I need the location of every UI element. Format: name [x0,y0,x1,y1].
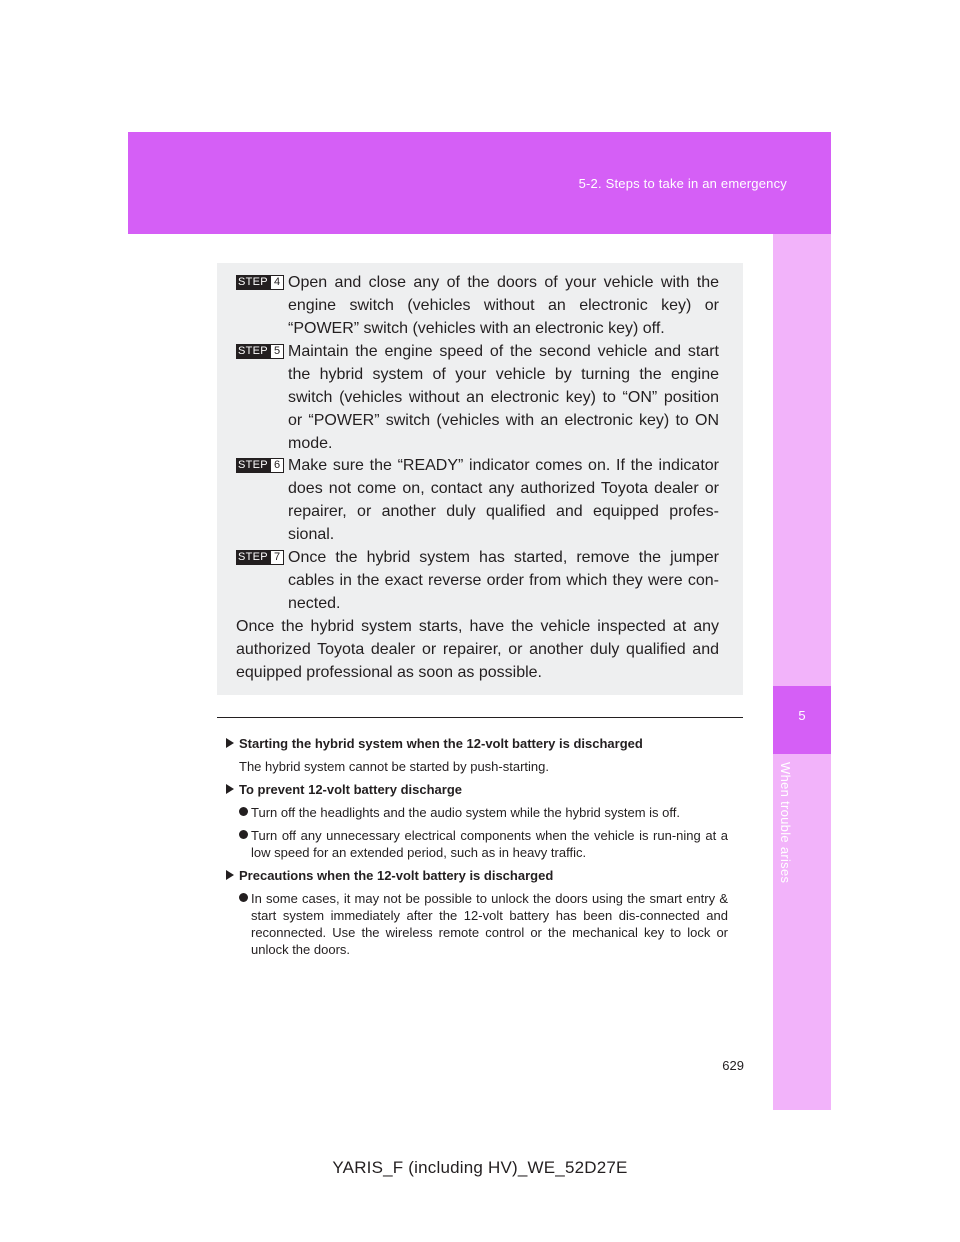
triangle-right-icon [226,870,234,880]
step-badge-number: 6 [270,458,284,473]
bullet-icon [239,893,248,902]
note-text: The hybrid system cannot be started by push-starting. [239,759,549,774]
step-4 [236,271,719,340]
note-heading [224,867,728,884]
note-heading-text: To prevent 12-volt battery discharge [239,782,462,797]
bullet-icon [239,807,248,816]
step-badge-number: 4 [270,275,284,290]
notes-section [224,735,728,964]
step-badge-number: 7 [270,550,284,565]
step-text: Make sure the “READY” indicator comes on. If the indicator does not come on, contact any authorized Toyota dealer or repairer, or another duly qualified and equipped profes-sional. [288,457,719,543]
note-bullet-text: Turn off any unnecessary electrical components when the vehicle is run-ning at a low speed for an extended period, such as in heavy traffic. [251,828,728,860]
triangle-right-icon [226,738,234,748]
note-heading-text: Starting the hybrid system when the 12-volt battery is discharged [239,736,643,751]
header-band [128,132,831,234]
note-heading-text: Precautions when the 12-volt battery is discharged [239,868,554,883]
steps-box [217,263,743,695]
side-strip-top [773,234,831,686]
step-badge [236,458,284,473]
note-bullet [224,890,728,958]
step-badge-word: STEP [238,459,268,471]
step-text: Maintain the engine speed of the second vehicle and start the hybrid system of your vehicle by turning the engine switch (vehicles without an electronic key) to “ON” position or “POWER” switch (vehicles with an electronic key) to ON mode. [288,343,719,452]
note-heading [224,781,728,798]
note-bullet [224,827,728,861]
page-number: 629 [722,1058,744,1073]
chapter-label: When trouble arises [778,762,793,884]
step-6 [236,454,719,546]
step-text: Open and close any of the doors of your vehicle with the engine switch (vehicles without an electronic key) or “POWER” switch (vehicles with an electronic key) off. [288,274,719,337]
chapter-number: 5 [798,708,806,723]
triangle-right-icon [226,784,234,794]
step-badge [236,550,284,565]
note-bullet-text: In some cases, it may not be possible to unlock the doors using the smart entry & start system immediately after the 12-volt battery has been dis-connected and reconnected. Use the wireless remote control or the mechanical key to lock or unlock the doors. [251,891,728,957]
step-badge [236,275,284,290]
step-5 [236,340,719,455]
step-badge-word: STEP [238,276,268,288]
step-badge-word: STEP [238,345,268,357]
chapter-tab[interactable] [773,686,831,754]
step-badge-number: 5 [270,344,284,359]
divider [217,717,743,718]
step-text: Once the hybrid system has started, remove the jumper cables in the exact reverse order from which they were con-nected. [288,549,719,612]
closing-paragraph: Once the hybrid system starts, have the vehicle inspected at any authorized Toyota dealer or repairer, or another duly qualified and equipped professional as soon as possible. [236,618,719,681]
document-code: YARIS_F (including HV)_WE_52D27E [332,1158,628,1177]
section-title: 5-2. Steps to take in an emergency [578,176,787,191]
note-heading [224,735,728,752]
note-bullet-text: Turn off the headlights and the audio system while the hybrid system is off. [251,805,680,820]
step-badge-word: STEP [238,551,268,563]
note-bullet [224,804,728,821]
step-7 [236,546,719,615]
bullet-icon [239,830,248,839]
step-badge [236,344,284,359]
